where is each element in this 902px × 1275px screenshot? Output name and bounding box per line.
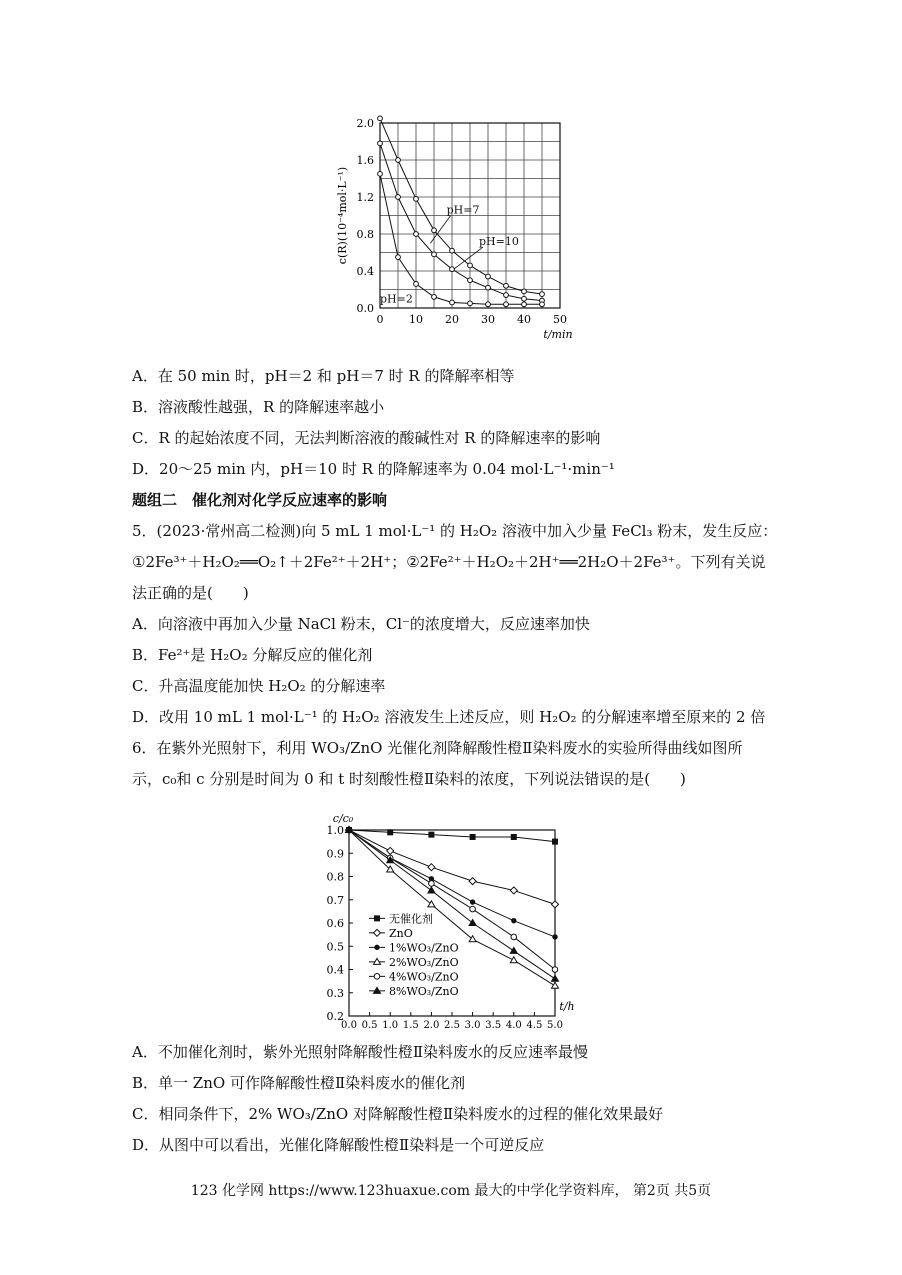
data-point [414,196,419,201]
y-tick-label: 0.3 [326,986,344,1000]
legend-label: 8%WO₃/ZnO [389,984,459,998]
data-point [469,920,476,926]
x-tick-label: 50 [553,313,567,326]
data-point [470,900,474,904]
q6-option-b: B．单一 ZnO 可作降解酸性橙Ⅱ染料废水的催化剂 [132,1074,466,1092]
data-point [553,839,558,844]
legend-label: ZnO [389,926,413,940]
y-tick-label: 2.0 [356,117,374,130]
data-point [414,232,419,237]
x-tick-label: 4.0 [505,1020,522,1031]
data-point [552,982,559,988]
x-tick-label: 0 [376,313,384,326]
data-point [450,248,455,253]
data-point [511,834,516,839]
chart-degradation-curves [312,796,602,1036]
y-tick-label: 0.8 [326,870,344,884]
data-point [432,295,437,300]
y-tick-label: 0.5 [326,940,344,954]
q4-option-a: A．在 50 min 时，pH＝2 和 pH＝7 时 R 的降解率相等 [132,367,515,385]
data-point [510,957,517,963]
x-tick-label: 1.5 [402,1020,419,1031]
chart-concentration-vs-time [330,115,590,355]
data-point [486,285,491,290]
x-tick-label: 30 [481,313,495,326]
data-point [374,958,381,964]
data-point [512,918,516,922]
data-point [504,302,509,307]
data-point [486,274,491,279]
x-tick-label: 40 [517,313,531,326]
data-point [486,302,491,307]
data-point [388,830,393,835]
y-tick-label: 0.4 [356,265,374,278]
data-point [378,141,383,146]
data-point [396,255,401,260]
series-line [349,830,555,842]
data-point [504,283,509,288]
data-point [396,158,401,163]
series-line [380,143,542,300]
series-label: pH=10 [479,235,519,249]
y-axis-label: c(R)(10⁻⁴mol·L⁻¹) [336,166,349,265]
q6-stem-line2: 示，c₀和 c 分别是时间为 0 和 t 时刻酸性橙Ⅱ染料的浓度，下列说法错误的是( ) [132,770,686,788]
x-tick-label: 2.0 [423,1020,440,1031]
q5-option-b: B．Fe²⁺是 H₂O₂ 分解反应的催化剂 [132,646,373,664]
y-tick-label: 1.2 [356,191,374,204]
y-tick-label: 0.9 [326,847,344,861]
q4-option-b: B．溶液酸性越强，R 的降解速率越小 [132,398,385,416]
data-point [552,967,558,973]
series-label: pH=7 [446,203,480,217]
q6-option-a: A．不加催化剂时，紫外光照射降解酸性橙Ⅱ染料废水的反应速率最慢 [132,1043,589,1061]
x-tick-label: 2.5 [444,1020,460,1031]
q4-option-c: C．R 的起始浓度不同，无法判断溶液的酸碱性对 R 的降解速率的影响 [132,429,601,447]
y-tick-label: 0.7 [326,893,344,907]
data-point [553,935,557,939]
q4-option-d: D．20～25 min 内，pH＝10 时 R 的降解速率为 0.04 mol·L⁻¹·min⁻¹ [132,460,615,478]
y-tick-label: 0.6 [326,917,344,930]
legend-label: 4%WO₃/ZnO [389,970,459,984]
y-tick-label: 0.2 [326,1010,344,1023]
data-point [510,887,517,894]
data-point [468,278,473,283]
x-axis-label: t/min [543,328,573,341]
x-tick-label: 0.5 [361,1020,378,1031]
data-point [510,947,517,953]
data-point [511,934,517,940]
x-tick-label: 3.0 [464,1020,481,1031]
data-point [428,864,435,871]
series-line [349,830,555,904]
y-axis-label: c/c₀ [332,812,354,825]
data-point [469,878,476,885]
q5-option-a: A．向溶液中再加入少量 NaCl 粉末，Cl⁻的浓度增大，反应速率加快 [132,615,590,633]
x-tick-label: 1.0 [382,1020,399,1031]
page-footer: 123 化学网 https://www.123huaxue.com 最大的中学化学资料库， 第2页 共5页 [190,1183,712,1199]
data-point [470,906,476,912]
data-point [468,301,473,306]
legend-label: 2%WO₃/ZnO [389,955,459,969]
x-tick-label: 3.5 [485,1020,502,1031]
x-tick-label: 4.5 [526,1020,543,1031]
q5-option-c: C．升高温度能加快 H₂O₂ 的分解速率 [132,677,386,695]
x-tick-label: 20 [445,313,459,326]
q6-option-d: D．从图中可以看出，光催化降解酸性橙Ⅱ染料是一个可逆反应 [132,1136,545,1154]
y-tick-label: 0.8 [356,228,374,241]
y-tick-label: 1.6 [356,154,374,167]
q6-stem-line1: 6．在紫外光照射下，利用 WO₃/ZnO 光催化剂降解酸性橙Ⅱ染料废水的实验所得曲线如图所 [132,739,743,757]
data-point [504,293,509,298]
data-point [428,887,435,893]
q5-option-d: D．改用 10 mL 1 mol·L⁻¹ 的 H₂O₂ 溶液发生上述反应，则 H₂O₂ 的分解速率增至原来的 2 倍 [132,708,766,726]
q5-stem-line2: ①2Fe³⁺＋H₂O₂══O₂↑＋2Fe²⁺＋2H⁺；②2Fe²⁺＋H₂O₂＋2H⁺══2H₂O＋2Fe³⁺。下列有关说 [132,553,766,571]
data-point [378,171,383,176]
data-point [522,296,527,301]
x-tick-label: 0.0 [341,1020,357,1031]
legend-label: 无催化剂 [389,912,433,926]
group2-heading: 题组二 催化剂对化学反应速率的影响 [132,491,388,509]
data-point [387,847,394,854]
data-point [432,252,437,257]
legend-label: 1%WO₃/ZnO [389,941,459,955]
data-point [522,289,527,294]
data-point [375,916,380,921]
data-point [552,901,559,908]
data-point [540,302,545,307]
data-point [429,881,435,887]
data-point [374,929,381,936]
q5-stem-line1: 5．(2023·常州高二检测)向 5 mL 1 mol·L⁻¹ 的 H₂O₂ 溶液中加入少量 FeCl₃ 粉末，发生反应： [132,522,778,540]
data-point [396,195,401,200]
data-point [414,282,419,287]
data-point [429,832,434,837]
data-point [378,116,383,121]
data-point [450,267,455,272]
y-tick-label: 1.0 [326,824,344,837]
x-tick-label: 10 [409,313,423,326]
data-point [432,228,437,233]
data-point [375,945,379,949]
x-axis-label: t/h [559,1000,575,1013]
q6-option-c: C．相同条件下，2% WO₃/ZnO 对降解酸性橙Ⅱ染料废水的过程的催化效果最好 [132,1105,664,1123]
q5-stem-line3: 法正确的是( ) [132,584,249,602]
data-point [470,834,475,839]
data-point [540,292,545,297]
y-tick-label: 0.0 [356,302,374,315]
data-point [374,987,381,993]
data-point [552,975,559,981]
data-point [522,302,527,307]
data-point [468,263,473,268]
x-tick-label: 5.0 [547,1020,563,1031]
series-label: pH=2 [380,292,413,306]
y-tick-label: 0.4 [326,963,344,977]
data-point [450,300,455,305]
data-point [374,974,380,980]
